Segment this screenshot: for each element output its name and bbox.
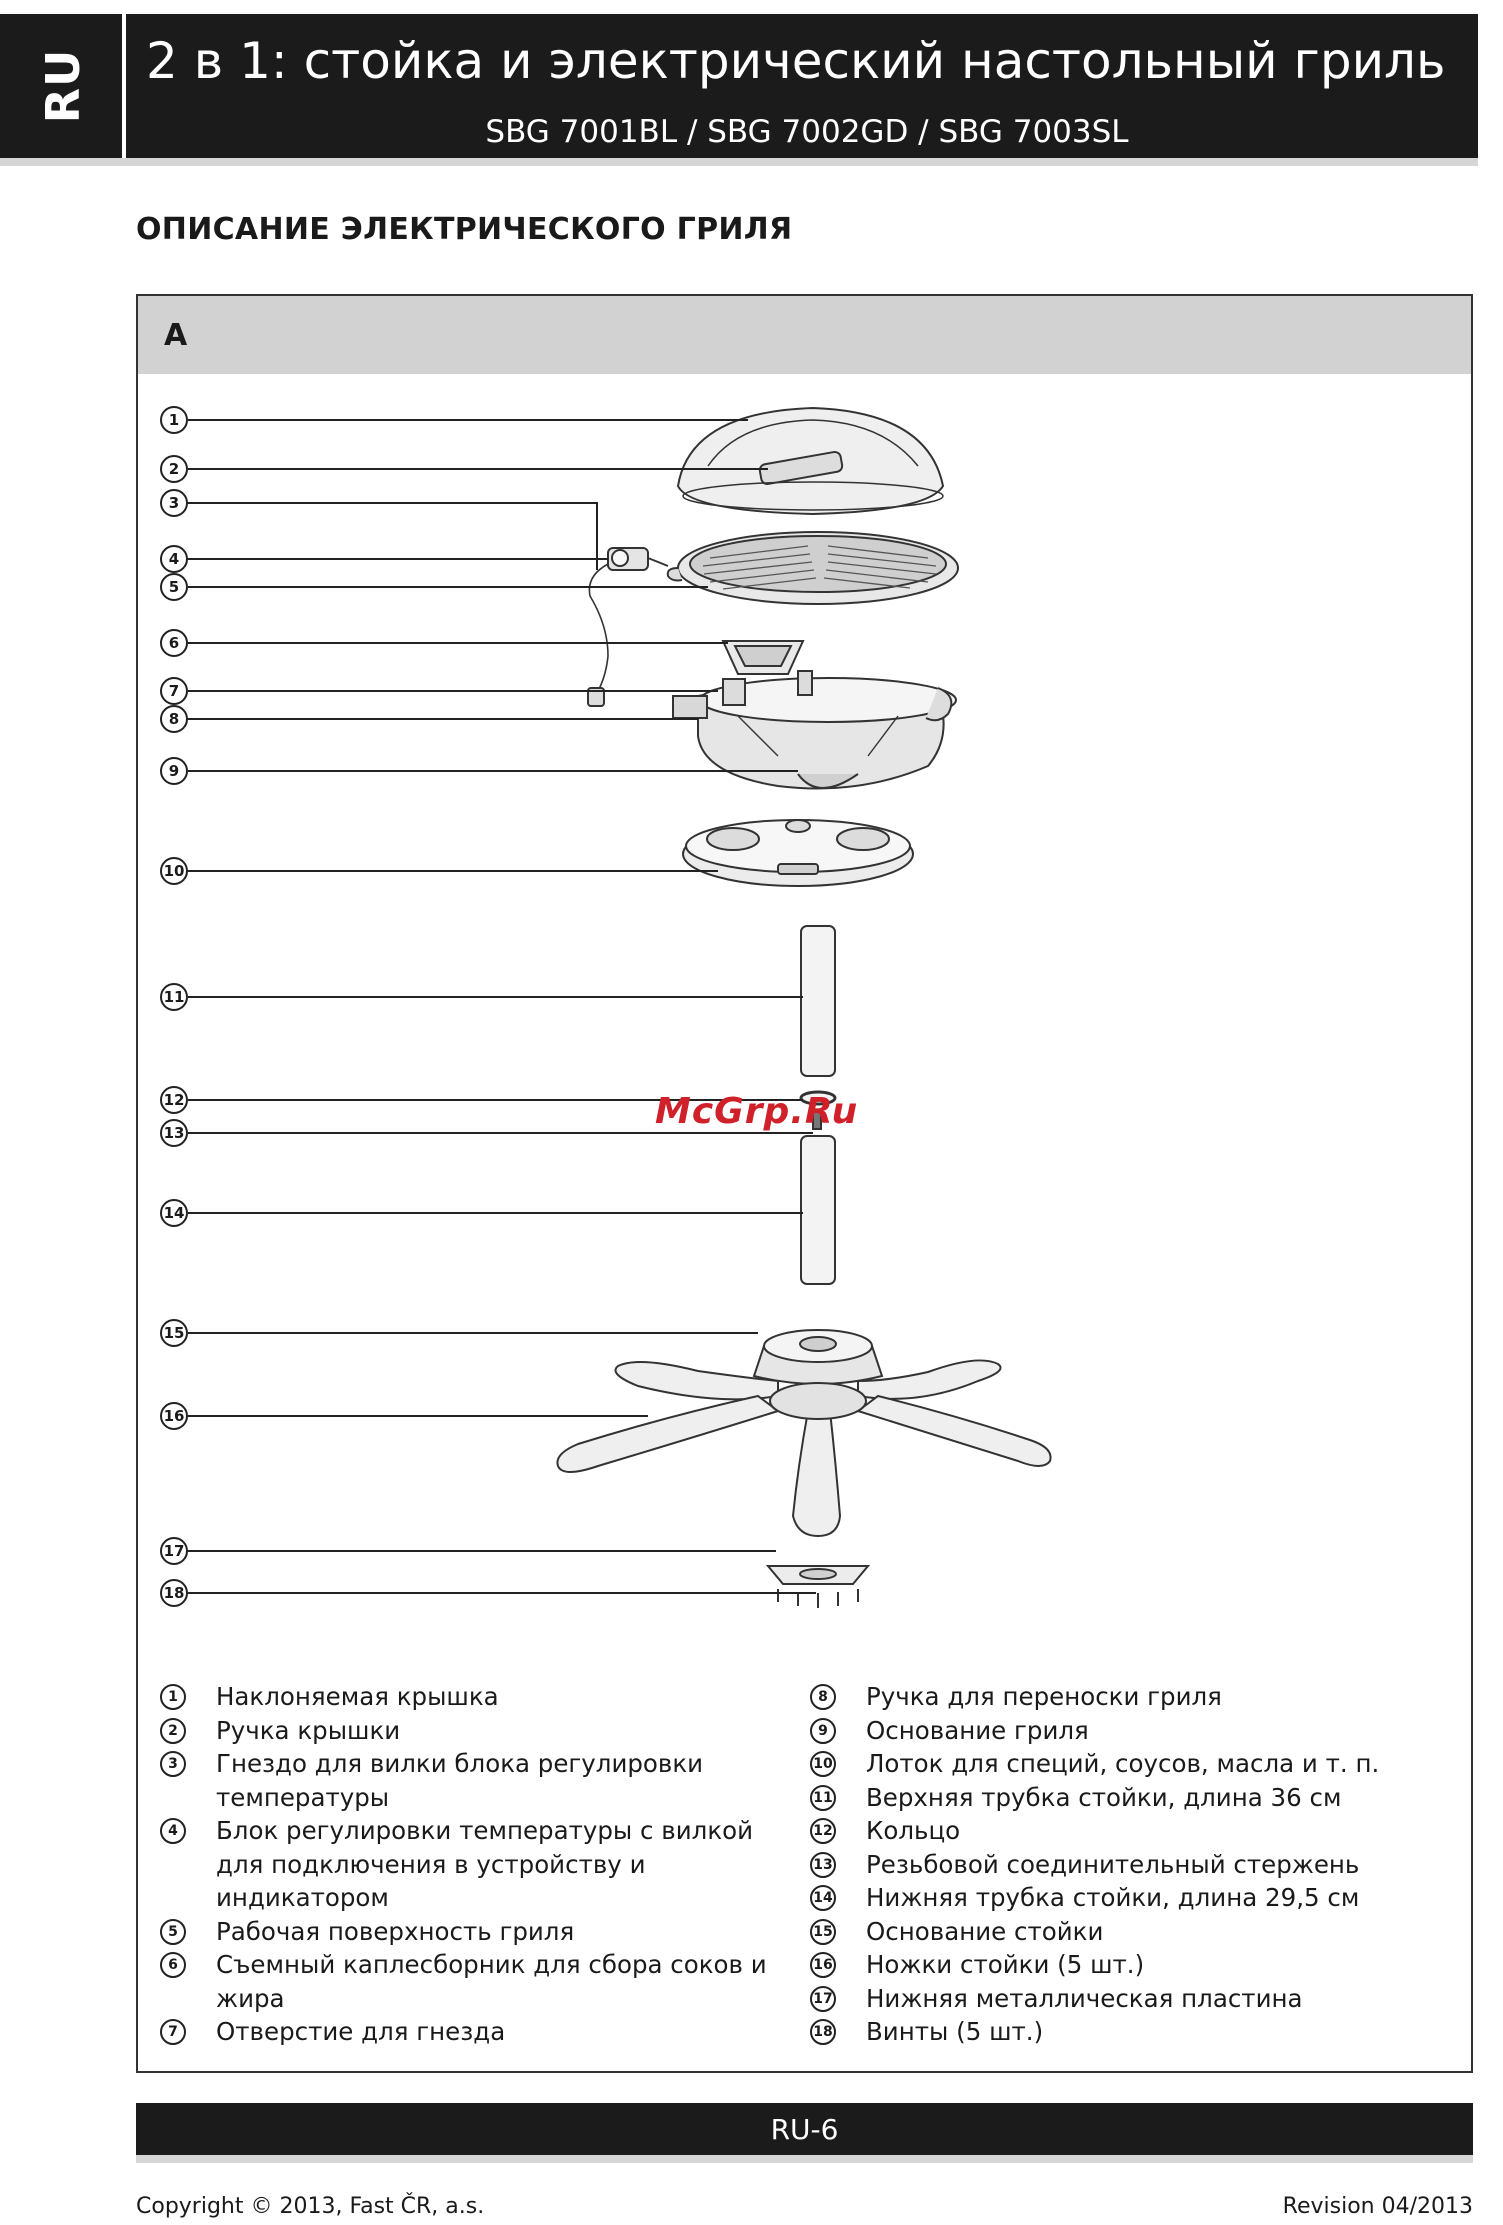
legend-item xyxy=(786,1948,1466,1982)
leader-line xyxy=(188,1592,816,1594)
callout-9: 9 xyxy=(160,757,188,785)
callout-8: 8 xyxy=(160,705,188,733)
legend-text: Основание гриля xyxy=(866,1715,1089,1745)
legend-text: Основание стойки xyxy=(866,1916,1104,1946)
legend-text: Нижняя металлическая пластина xyxy=(866,1983,1303,2013)
callout-5: 5 xyxy=(160,573,188,601)
legend-item xyxy=(786,1781,1466,1815)
legend-item xyxy=(786,1814,1466,1848)
legend-number: 10 xyxy=(810,1751,836,1777)
legend-number: 11 xyxy=(810,1785,836,1811)
page-header xyxy=(0,14,1478,158)
callout-18: 18 xyxy=(160,1579,188,1607)
legend-item xyxy=(136,1915,776,1949)
legend-text: Рабочая поверхность гриля xyxy=(216,1916,575,1946)
page-title: 2 в 1: стойка и электрический настольный гриль xyxy=(146,32,1446,90)
callout-17: 17 xyxy=(160,1537,188,1565)
legend-text: Ножки стойки (5 шт.) xyxy=(866,1950,1145,1979)
leader-line xyxy=(188,468,768,470)
legend-text: Ручка для переноски гриля xyxy=(866,1682,1222,1711)
leader-line xyxy=(188,642,728,644)
legend-number: 1 xyxy=(160,1684,186,1710)
page-number: RU-6 xyxy=(770,2113,839,2146)
legend-text: Верхняя трубка стойки, длина 36 см xyxy=(866,1782,1342,1812)
legend-item xyxy=(786,1714,1466,1748)
stand-legs-illustration xyxy=(557,1360,1050,1536)
legend-item xyxy=(786,1915,1466,1949)
copyright-text: Copyright © 2013, Fast ČR, a.s. xyxy=(136,2194,485,2219)
upper-tube-illustration xyxy=(801,926,835,1076)
lid-illustration xyxy=(678,408,943,514)
legend-number: 4 xyxy=(160,1818,186,1844)
leader-line xyxy=(188,1332,758,1334)
leader-line xyxy=(188,996,803,998)
legend-item xyxy=(136,1814,756,1915)
grill-plate-illustration xyxy=(668,532,958,604)
legend-item xyxy=(786,1982,1466,2016)
legend-text: Винты (5 шт.) xyxy=(866,2017,1044,2046)
callout-4: 4 xyxy=(160,545,188,573)
legend-item xyxy=(786,1881,1466,1915)
leader-line xyxy=(188,558,608,560)
legend-item xyxy=(786,2015,1466,2049)
legend-item xyxy=(136,1680,776,1714)
legend-item xyxy=(136,1948,776,2015)
leader-line xyxy=(188,770,798,772)
callout-14: 14 xyxy=(160,1199,188,1227)
header-shadow xyxy=(0,158,1478,166)
thermostat-illustration xyxy=(588,548,668,706)
revision-text: Revision 04/2013 xyxy=(1282,2194,1473,2219)
callout-7: 7 xyxy=(160,677,188,705)
legend-item xyxy=(786,1680,1466,1714)
legend-right-column xyxy=(786,1680,1466,2049)
figure-label: A xyxy=(164,318,188,353)
legend-text: Гнездо для вилки блока регулировки температуры xyxy=(216,1749,704,1812)
leader-line xyxy=(188,718,698,720)
legend-number: 5 xyxy=(160,1919,186,1945)
leader-line xyxy=(188,1132,813,1134)
leader-line xyxy=(188,1415,648,1417)
legend-number: 8 xyxy=(810,1684,836,1710)
legend-item xyxy=(786,1747,1466,1781)
legend-number: 3 xyxy=(160,1751,186,1777)
legend-number: 2 xyxy=(160,1718,186,1744)
leader-line xyxy=(188,1212,803,1214)
legend-number: 6 xyxy=(160,1952,186,1978)
condiment-tray-illustration xyxy=(683,820,913,886)
legend-number: 13 xyxy=(810,1852,836,1878)
leader-line xyxy=(188,586,708,588)
callout-11: 11 xyxy=(160,983,188,1011)
legend-text: Съемный каплесборник для сбора соков и жира xyxy=(216,1950,767,2013)
leader-line xyxy=(188,502,598,504)
stand-base-illustration xyxy=(754,1330,882,1384)
legend-text: Отверстие для гнезда xyxy=(216,2017,506,2046)
language-code: RU xyxy=(36,48,90,124)
callout-15: 15 xyxy=(160,1319,188,1347)
legend-text: Наклоняемая крышка xyxy=(216,1682,499,1711)
legend-number: 7 xyxy=(160,2019,186,2045)
callout-6: 6 xyxy=(160,629,188,657)
legend-text: Лоток для специй, соусов, масла и т. п. xyxy=(866,1749,1380,1778)
legend-number: 18 xyxy=(810,2019,836,2045)
leader-line xyxy=(188,870,718,872)
model-numbers: SBG 7001BL / SBG 7002GD / SBG 7003SL xyxy=(485,114,1129,150)
callout-10: 10 xyxy=(160,857,188,885)
legend-text: Нижняя трубка стойки, длина 29,5 см xyxy=(866,1883,1360,1912)
legend-item xyxy=(136,2015,776,2049)
leader-line xyxy=(188,690,718,692)
callout-2: 2 xyxy=(160,455,188,483)
leader-line xyxy=(188,419,748,421)
legend-item xyxy=(136,1747,736,1814)
legend-left-column xyxy=(136,1680,776,2049)
legend-number: 15 xyxy=(810,1919,836,1945)
drip-tray-illustration xyxy=(723,641,803,674)
callout-13: 13 xyxy=(160,1119,188,1147)
metal-plate-screws-illustration xyxy=(768,1566,868,1608)
legend-text: Блок регулировки температуры с вилкой для подключения в устройству и индикатором xyxy=(216,1816,754,1912)
section-heading: ОПИСАНИЕ ЭЛЕКТРИЧЕСКОГО ГРИЛЯ xyxy=(136,212,793,247)
legend-number: 17 xyxy=(810,1986,836,2012)
legend-item xyxy=(136,1714,776,1748)
legend-item xyxy=(786,1848,1466,1882)
callout-16: 16 xyxy=(160,1402,188,1430)
callout-1: 1 xyxy=(160,406,188,434)
page-footer-bar xyxy=(136,2103,1473,2155)
callout-3: 3 xyxy=(160,489,188,517)
callout-12: 12 xyxy=(160,1086,188,1114)
legend-number: 16 xyxy=(810,1952,836,1978)
legend-number: 9 xyxy=(810,1718,836,1744)
lower-tube-illustration xyxy=(801,1136,835,1284)
legend-text: Кольцо xyxy=(866,1816,961,1845)
leader-line xyxy=(188,1550,776,1552)
legend-number: 14 xyxy=(810,1885,836,1911)
legend-text: Ручка крышки xyxy=(216,1715,401,1745)
legend-text: Резьбовой соединительный стержень xyxy=(866,1849,1360,1879)
language-tab xyxy=(0,14,126,158)
legend-number: 12 xyxy=(810,1818,836,1844)
footer-shadow xyxy=(136,2155,1473,2163)
watermark: McGrp.Ru xyxy=(655,1091,859,1132)
